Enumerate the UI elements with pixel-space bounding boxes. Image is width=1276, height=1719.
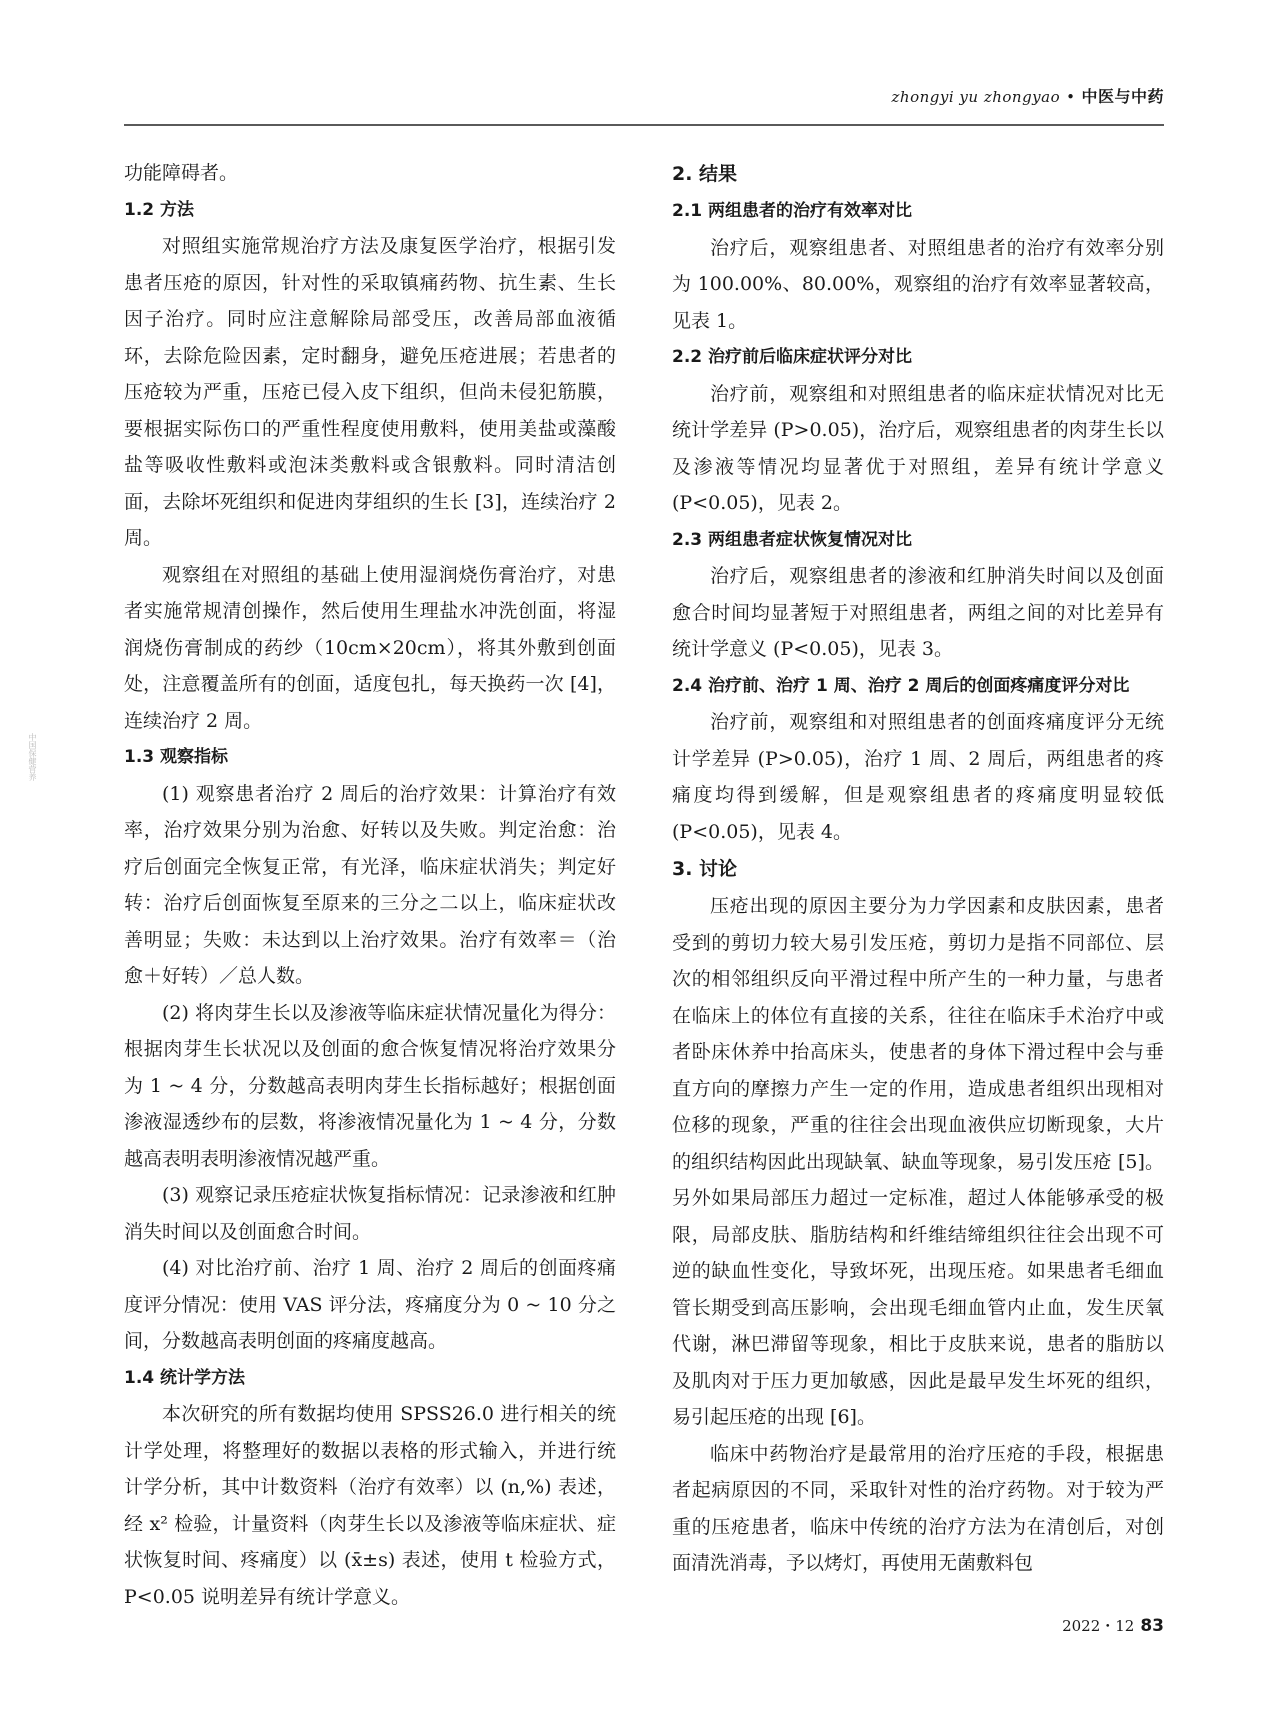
subsection-heading: 2.4 治疗前、治疗 1 周、治疗 2 周后的创面疼痛度评分对比 — [672, 675, 1130, 696]
body-paragraph: 压疮出现的原因主要分为力学因素和皮肤因素，患者受到的剪切力较大易引发压疮，剪切力是指不同部位、层次的相邻组织反向平滑过程中所产生的一种力量，与患者在临床上的体位有直接的关系，往往在临床手术治疗中或者卧床休养中抬高床头，使患者的身体下滑过程中会与垂直方向的摩擦力产生一定的作用，造成患者组织出现相对位移的现象，严重的往往会出现血液供应切断现象，大片的组织结构因此出现缺氧、缺血等现象，易引发压疮 [5]。另外如果局部压力超过一定标准，超过人体能够承受的极限，局部皮肤、脂肪结构和纤维结缔组织往往会出现不可逆的缺血性变化，导致坏死，出现压疮。如果患者毛细血管长期受到高压影响，会出现毛细血管内止血，发生厌氧代谢，淋巴滞留等现象，相比于皮肤来说，患者的脂肪以及肌肉对于压力更加敏感，因此是最早发生坏死的组织，易引起压疮的出现 [6]。 — [672, 895, 1164, 1428]
page-footer — [1062, 1615, 1164, 1636]
body-paragraph: 本次研究的所有数据均使用 SPSS26.0 进行相关的统计学处理，将整理好的数据以表格的形式输入，并进行统计学分析，其中计数资料（治疗有效率）以 (n,%) 表述，经 x² 检验，计量资料（肉芽生长以及渗液等临床症状、症状恢复时间、疼痛度）以 (x̄±s) 表述，使用 t 检验方式，P<0.05 说明差异有统计学意义。 — [124, 1403, 616, 1608]
body-paragraph: (4) 对比治疗前、治疗 1 周、治疗 2 周后的创面疼痛度评分情况：使用 VAS 评分法，疼痛度分为 0 ~ 10 分之间，分数越高表明创面的疼痛度越高。 — [124, 1257, 616, 1352]
body-paragraph: 治疗前，观察组和对照组患者的临床症状情况对比无统计学差异 (P>0.05)，治疗后，观察组患者的肉芽生长以及渗液等情况均显著优于对照组，差异有统计学意义 (P<0.05)，见表 2。 — [672, 382, 1164, 514]
body-paragraph: (3) 观察记录压疮症状恢复指标情况：记录渗液和红肿消失时间以及创面愈合时间。 — [124, 1184, 616, 1243]
body-paragraph: 治疗后，观察组患者的渗液和红肿消失时间以及创面愈合时间均显著短于对照组患者，两组之间的对比差异有统计学意义 (P<0.05)，见表 3。 — [672, 565, 1164, 660]
body-paragraph: 观察组在对照组的基础上使用湿润烧伤膏治疗，对患者实施常规清创操作，然后使用生理盐水冲洗创面，将湿润烧伤膏制成的药纱（10cm×20cm），将其外敷到创面处，注意覆盖所有的创面，适度包扎，每天换药一次 [4]，连续治疗 2 周。 — [124, 563, 616, 732]
body-paragraph: 对照组实施常规治疗方法及康复医学治疗，根据引发患者压疮的原因，针对性的采取镇痛药物、抗生素、生长因子治疗。同时应注意解除局部受压，改善局部血液循环，去除危险因素，定时翻身，避免压疮进展；若患者的压疮较为严重，压疮已侵入皮下组织，但尚未侵犯筋膜，要根据实际伤口的严重性程度使用敷料，使用美盐或藻酸盐等吸收性敷料或泡沫类敷料或含银敷料。同时清洁创面，去除坏死组织和促进肉芽组织的生长 [3]，连续治疗 2 周。 — [124, 235, 616, 549]
section-heading: 3. 讨论 — [672, 858, 738, 880]
subsection-heading: 1.3 观察指标 — [124, 747, 229, 767]
body-paragraph: (1) 观察患者治疗 2 周后的治疗效果：计算治疗有效率，治疗效果分别为治愈、好转以及失败。判定治愈：治疗后创面完全恢复正常，有光泽，临床症状消失；判定好转：治疗后创面恢复至原来的三分之二以上，临床症状改善明显；失败：未达到以上治疗效果。治疗有效率＝（治愈＋好转）／总人数。 — [124, 782, 616, 987]
page-number: 83 — [1140, 1616, 1164, 1636]
body-paragraph: 治疗前，观察组和对照组患者的创面疼痛度评分无统计学差异 (P>0.05)，治疗 1 周、2 周后，两组患者的疼痛度均得到缓解，但是观察组患者的疼痛度明显较低 (P<0.05)，见表 4。 — [672, 711, 1164, 843]
header-separator: • — [1066, 88, 1076, 106]
section-heading: 2. 结果 — [672, 163, 738, 185]
header-pinyin: zhongyi yu zhongyao — [891, 88, 1061, 106]
body-paragraph: (2) 将肉芽生长以及渗液等临床症状情况量化为得分：根据肉芽生长状况以及创面的愈合恢复情况将治疗效果分为 1 ~ 4 分，分数越高表明肉芽生长指标越好；根据创面渗液湿透纱布的层数，将渗液情况量化为 1 ~ 4 分，分数越高表明表明渗液情况越严重。 — [124, 1001, 616, 1170]
header-journal-name: 中医与中药 — [1081, 87, 1164, 106]
subsection-heading: 2.1 两组患者的治疗有效率对比 — [672, 201, 913, 221]
body-paragraph: 治疗后，观察组患者、对照组患者的治疗有效率分别为 100.00%、80.00%，观察组的治疗有效率显著较高，见表 1。 — [672, 236, 1164, 332]
subsection-heading: 1.2 方法 — [124, 199, 195, 220]
footer-issue: 2022・12 — [1062, 1617, 1135, 1635]
right-column — [672, 155, 1164, 1582]
running-header — [892, 84, 1164, 107]
side-watermark-stamp: 中国保健营养 — [28, 733, 37, 781]
header-rule — [124, 124, 1164, 126]
left-column — [124, 155, 616, 1615]
body-paragraph: 临床中药物治疗是最常用的治疗压疮的手段，根据患者起病原因的不同，采取针对性的治疗药物。对于较为严重的压疮患者，临床中传统的治疗方法为在清创后，对创面清洗消毒，予以烤灯，再使用无菌敷料包 — [672, 1442, 1164, 1574]
body-paragraph: 功能障碍者。 — [124, 162, 239, 184]
subsection-heading: 2.2 治疗前后临床症状评分对比 — [672, 347, 913, 367]
subsection-heading: 2.3 两组患者症状恢复情况对比 — [672, 529, 913, 550]
subsection-heading: 1.4 统计学方法 — [124, 1367, 246, 1388]
